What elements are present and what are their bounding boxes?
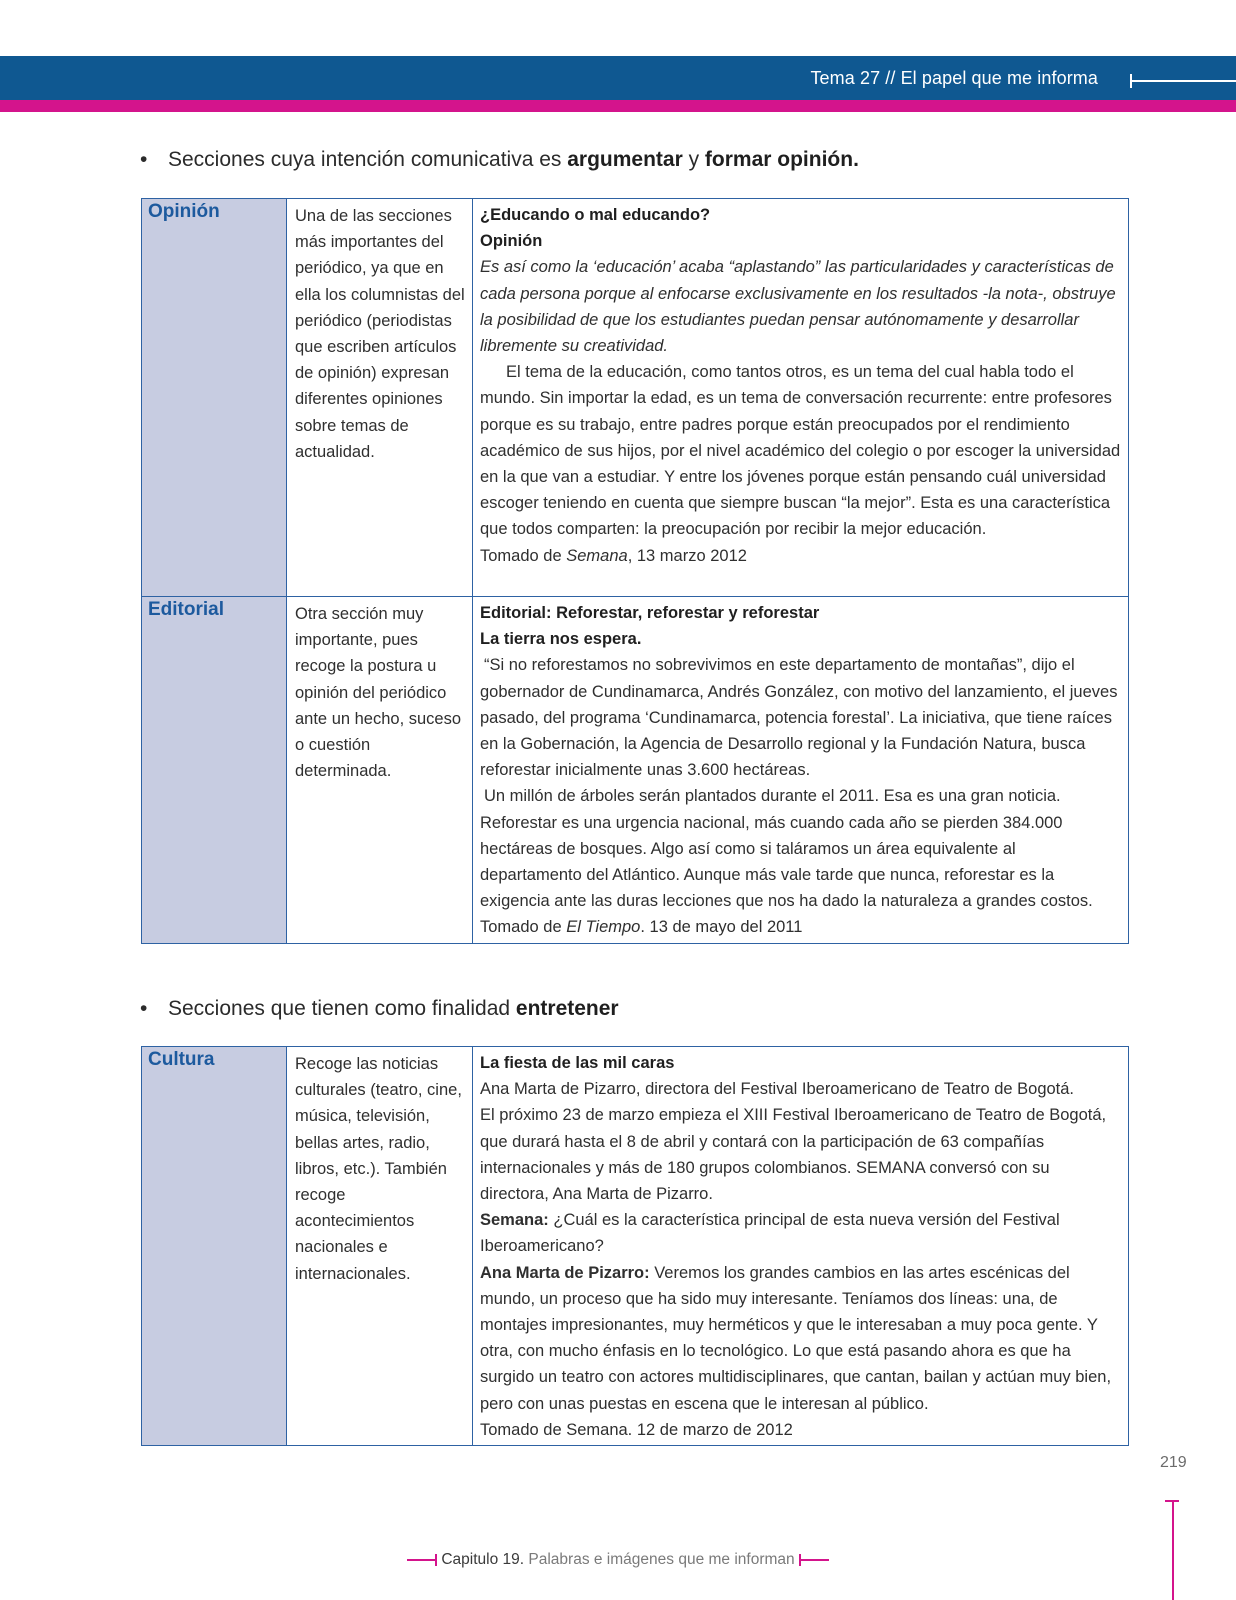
sections-table-cultura [141,1046,1129,1446]
table-row [142,597,1129,944]
example-title: La fiesta de las mil caras [480,1054,675,1072]
section-example [473,1047,1129,1446]
example-title: Editorial: Reforestar, reforestar y reforestar [480,604,820,622]
example-intro: Ana Marta de Pizarro, directora del Festival Iberoamericano de Teatro de Bogotá. [480,1080,1075,1099]
bullet-entretener: • Secciones que tienen como finalidad entretener [140,997,619,1020]
bullet-argumentar: • Secciones cuya intención comunicativa es argumentar y formar opinión. [140,148,859,171]
example-source: Tomado de Semana, 13 marzo 2012 [480,546,747,565]
example-body: El tema de la educación, como tantos otros, es un tema del cual habla todo el mundo. Sin importar la edad, es un tema de conversación recurrente: entre profesores porque es su trabajo, entre padres porque están preocupados por el rendimiento académico de sus hijos, por el nivel académico del colegio o por escoger la universidad en la que van a estudiar. Y entre los jóvenes porque están pensando cuál universidad escoger teniendo en cuenta que siempre buscan “la mejor”. Esta es una característica que todos comparten: la preocupación por recibir la mejor educación. [480,363,1121,539]
section-name: Opinión [142,199,287,597]
example-source: Tomado de Semana. 12 de marzo de 2012 [480,1420,793,1439]
table-row [142,1047,1129,1446]
page-number: 219 [1160,1454,1187,1471]
interview-answer: Ana Marta de Pizarro: Veremos los grandes cambios en las artes escénicas del mundo, un proceso que ha sido muy interesante. Teníamos dos líneas: una, de montajes impresionantes, muy herméticos y que le interesaban a muy poca gente. Y otra, con mucho énfasis en lo tecnológico. Lo que está pasando ahora es que ha surgido un teatro con actores multidisciplinares, que cantan, bailan y actúan muy bien, pero con unas puestas en escena que le interesan al público. [480,1263,1112,1413]
section-name: Editorial [142,597,287,944]
table-row [142,199,1129,597]
header-title: Tema 27 // El papel que me informa [810,68,1098,88]
footer-bar-left [407,1559,437,1561]
sections-table-opinion [141,198,1129,944]
example-source: Tomado de El Tiempo. 13 de mayo del 2011 [480,918,803,937]
example-subtitle: Opinión [480,232,543,251]
example-paragraph: El próximo 23 de marzo empieza el XIII Festival Iberoamericano de Teatro de Bogotá, que durará hasta el 8 de abril y contará con la participación de 63 compañías internacionales y más de 180 grupos colombianos. SEMANA conversó con su directora, Ana Marta de Pizarro. [480,1106,1107,1204]
section-example [473,199,1129,597]
footer [0,1551,1236,1569]
section-description: Una de las secciones más importantes del periódico, ya que en ella los columnistas del periódico (periodistas que escriben artículos de opinión) expresan diferentes opiniones sobre temas de actualidad. [287,199,473,597]
example-subtitle: La tierra nos espera. [480,630,642,649]
footer-bar-right [799,1559,829,1561]
example-lead: Es así como la ‘educación’ acaba “aplastando” las particularidades y características de cada persona porque al enfocarse exclusivamente en los resultados -la nota-, obstruye la posibilidad de que los estudiantes puedan pensar autónomamente y desarrollar libremente su creatividad. [480,258,1116,356]
example-paragraph: “Si no reforestamos no sobrevivimos en este departamento de montañas”, dijo el gobernador de Cundinamarca, Andrés González, con motivo del lanzamiento, el jueves pasado, del programa ‘Cundinamarca, potencia forestal’. La iniciativa, que tiene raíces en la Gobernación, la Agencia de Desarrollo regional y la Fundación Natura, busca reforestar inicialmente unas 3.600 hectáreas. [480,656,1118,780]
bullet-dot: • [140,148,148,171]
example-paragraph: Un millón de árboles serán plantados durante el 2011. Esa es una gran noticia. Reforestar es una urgencia nacional, más cuando cada año se pierden 384.000 hectáreas de bosques. Algo así como si taláramos un área equivalente al departamento del Atlántico. Aunque más vale tarde que nunca, reforestar es la exigencia ante las duras lecciones que nos ha dado la naturaleza a grandes costos. [480,787,1093,911]
header-accent-stripe [0,100,1236,112]
bullet-dot: • [140,997,148,1020]
example-title: ¿Educando o mal educando? [480,206,711,224]
section-description: Recoge las noticias culturales (teatro, cine, música, televisión, bellas artes, radio, libros, etc.). También recoge acontecimientos nacionales e internacionales. [287,1047,473,1446]
side-line [1172,1500,1174,1600]
footer-title: Palabras e imágenes que me informan [524,1551,795,1568]
interview-question: Semana: ¿Cuál es la característica principal de esta nueva versión del Festival Iberoamericano? [480,1211,1060,1256]
section-example [473,597,1129,944]
section-description: Otra sección muy importante, pues recoge la postura u opinión del periódico ante un hecho, suceso o cuestión determinada. [287,597,473,944]
footer-chapter: Capitulo 19. [441,1551,525,1568]
section-name: Cultura [142,1047,287,1446]
header-line [1131,80,1236,82]
